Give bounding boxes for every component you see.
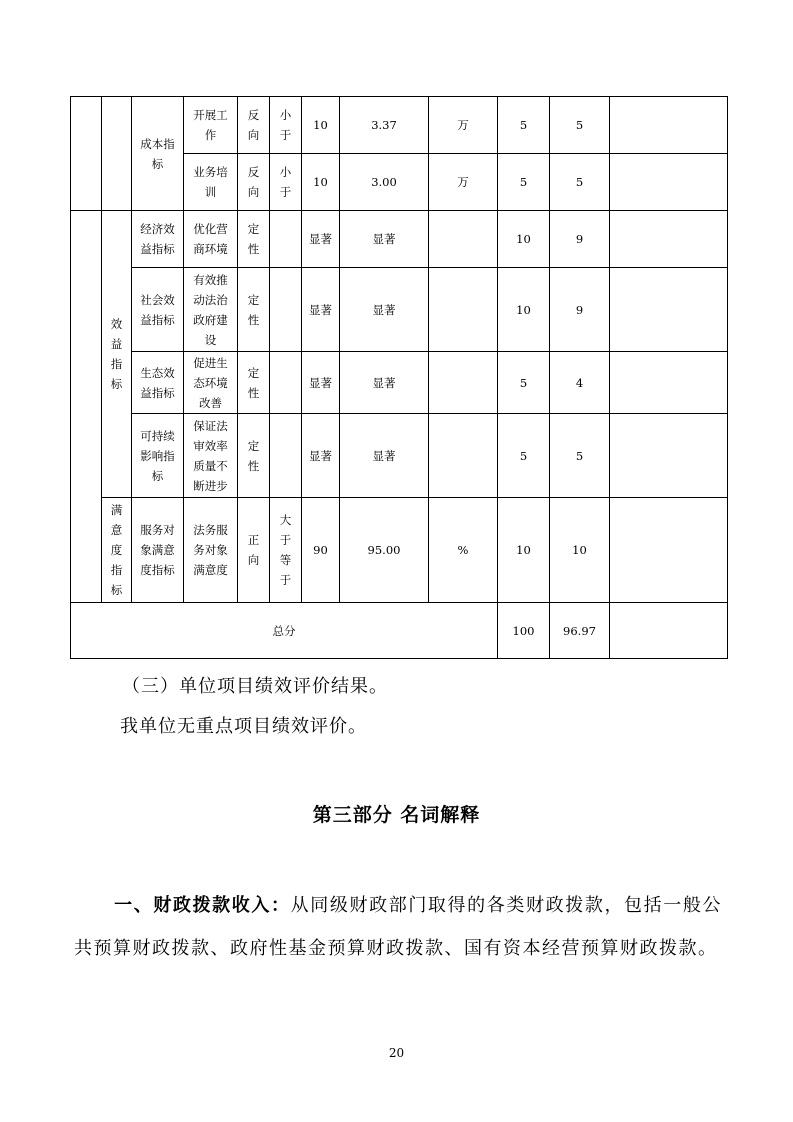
remark-cell	[610, 352, 728, 414]
operator-cell: 大于等于	[270, 498, 302, 603]
direction-cell: 反向	[238, 97, 270, 154]
weight-cell: 10	[498, 268, 550, 352]
table-row	[71, 498, 728, 603]
score-cell: 9	[550, 211, 610, 268]
total-row	[71, 603, 728, 659]
section-body: 我单位无重点项目绩效评价。	[120, 716, 367, 737]
indicator-cell: 开展工作	[184, 97, 238, 154]
target-cell: 显著	[302, 414, 340, 498]
target-cell: 显著	[302, 352, 340, 414]
table-row	[71, 352, 728, 414]
unit-cell: %	[429, 498, 498, 603]
table-row	[71, 414, 728, 498]
direction-cell: 反向	[238, 154, 270, 211]
definition-text: 从同级财政部门取得的各类财政拨款，包括一般公共预算财政拨款、政府性基金预算财政拨款、国有资本经营预算财政拨款。	[74, 895, 723, 959]
direction-cell: 正向	[238, 498, 270, 603]
satisfaction-level1-cell: 满意度指标	[102, 498, 132, 603]
score-cell: 9	[550, 268, 610, 352]
actual-cell: 显著	[340, 268, 429, 352]
unit-cell: 万	[429, 97, 498, 154]
table-row	[71, 268, 728, 352]
target-cell: 显著	[302, 268, 340, 352]
indicator-cell: 保证法审效率质量不断进步	[184, 414, 238, 498]
part-title: 第三部分 名词解释	[312, 804, 481, 826]
indicator-cell: 法务服务对象满意度	[184, 498, 238, 603]
remark-cell	[610, 414, 728, 498]
weight-cell: 10	[498, 498, 550, 603]
weight-cell: 5	[498, 154, 550, 211]
unit-cell	[429, 268, 498, 352]
remark-cell	[610, 498, 728, 603]
level1-cell	[71, 211, 102, 603]
indicator-cell: 业务培训	[184, 154, 238, 211]
score-cell: 4	[550, 352, 610, 414]
operator-cell: 小于	[270, 97, 302, 154]
actual-cell: 显著	[340, 211, 429, 268]
remark-cell	[610, 154, 728, 211]
category-cell: 成本指标	[132, 97, 184, 211]
remark-cell	[610, 211, 728, 268]
weight-cell: 5	[498, 97, 550, 154]
operator-cell	[270, 268, 302, 352]
actual-cell: 3.00	[340, 154, 429, 211]
section-heading: （三）单位项目绩效评价结果。	[122, 676, 388, 697]
remark-cell	[610, 97, 728, 154]
unit-cell: 万	[429, 154, 498, 211]
definition-term: 一、财政拨款收入：	[114, 895, 291, 916]
actual-cell: 显著	[340, 352, 429, 414]
performance-table	[70, 96, 728, 659]
score-cell: 5	[550, 154, 610, 211]
unit-cell	[429, 211, 498, 268]
unit-cell	[429, 414, 498, 498]
direction-cell: 定性	[238, 352, 270, 414]
total-weight: 100	[498, 603, 550, 659]
actual-cell: 95.00	[340, 498, 429, 603]
category-cell: 经济效益指标	[132, 211, 184, 268]
score-cell: 5	[550, 414, 610, 498]
page-number: 20	[388, 1046, 405, 1060]
category-cell: 可持续影响指标	[132, 414, 184, 498]
target-cell: 10	[302, 154, 340, 211]
definition-paragraph	[74, 884, 722, 970]
total-score: 96.97	[550, 603, 610, 659]
weight-cell: 10	[498, 211, 550, 268]
target-cell: 10	[302, 97, 340, 154]
level2-cell	[102, 97, 132, 211]
operator-cell: 小于	[270, 154, 302, 211]
weight-cell: 5	[498, 352, 550, 414]
remark-cell	[610, 603, 728, 659]
target-cell: 90	[302, 498, 340, 603]
table-row	[71, 211, 728, 268]
score-cell: 10	[550, 498, 610, 603]
operator-cell	[270, 211, 302, 268]
category-cell: 社会效益指标	[132, 268, 184, 352]
level1-cell	[71, 97, 102, 211]
operator-cell	[270, 352, 302, 414]
table-row	[71, 97, 728, 154]
target-cell: 显著	[302, 211, 340, 268]
total-label: 总分	[71, 603, 498, 659]
direction-cell: 定性	[238, 211, 270, 268]
direction-cell: 定性	[238, 414, 270, 498]
benefit-level1-cell: 效益指标	[102, 211, 132, 498]
weight-cell: 5	[498, 414, 550, 498]
remark-cell	[610, 268, 728, 352]
operator-cell	[270, 414, 302, 498]
direction-cell: 定性	[238, 268, 270, 352]
category-cell: 生态效益指标	[132, 352, 184, 414]
score-cell: 5	[550, 97, 610, 154]
indicator-cell: 优化营商环境	[184, 211, 238, 268]
indicator-cell: 有效推动法治政府建设	[184, 268, 238, 352]
unit-cell	[429, 352, 498, 414]
category-cell: 服务对象满意度指标	[132, 498, 184, 603]
actual-cell: 3.37	[340, 97, 429, 154]
indicator-cell: 促进生态环境改善	[184, 352, 238, 414]
actual-cell: 显著	[340, 414, 429, 498]
